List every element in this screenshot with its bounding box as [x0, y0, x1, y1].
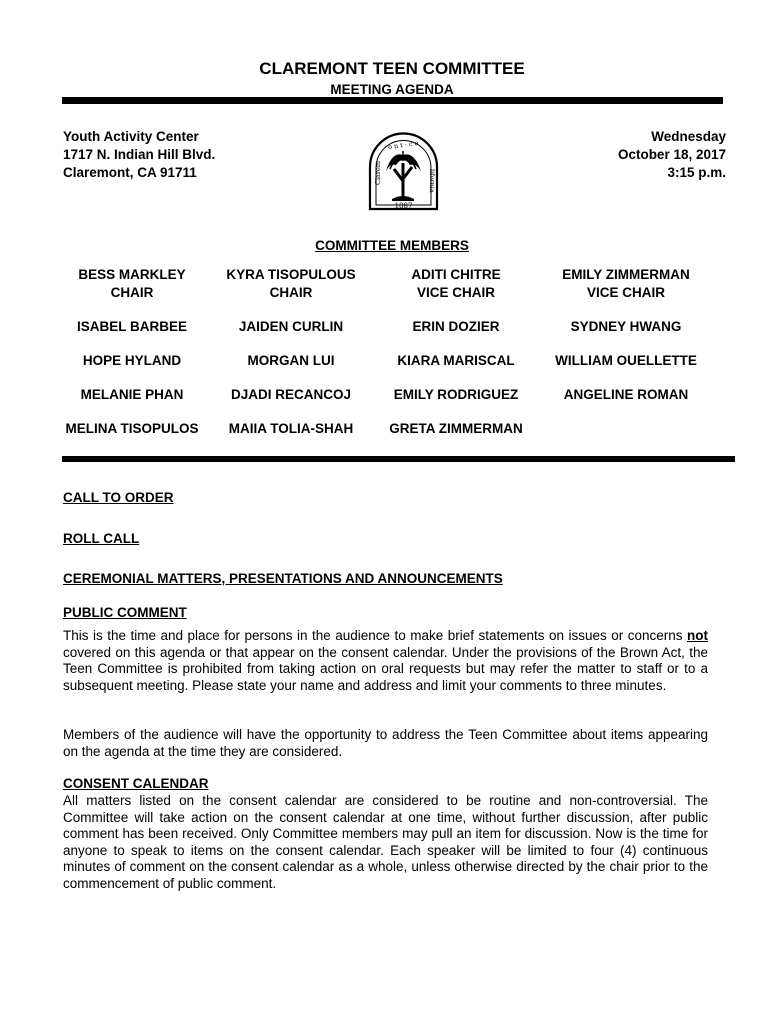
svg-text:o n t · c a: o n t · c a: [387, 138, 419, 152]
member-name: BESS MARKLEY: [78, 267, 186, 282]
location-line-3: Claremont, CA 91711: [63, 165, 197, 180]
member-name: MAIIA TOLIA-SHAH: [228, 421, 354, 436]
location-line-2: 1717 N. Indian Hill Blvd.: [63, 147, 216, 162]
public-comment-paragraph-1: [63, 628, 708, 694]
public-comment-heading: PUBLIC COMMENT: [63, 605, 187, 620]
member-role: VICE CHAIR: [416, 285, 495, 300]
committee-members-heading: COMMITTEE MEMBERS: [315, 238, 469, 253]
public-comment-paragraph-2: Members of the audience will have the opportunity to address the Teen Committee about items appearing on the agenda at the time they are considered.: [63, 727, 708, 759]
ceremonial-heading: CEREMONIAL MATTERS, PRESENTATIONS AND ANNOUNCEMENTS: [63, 571, 503, 586]
member-role: CHAIR: [110, 285, 154, 300]
member-name: WILLIAM OUELLETTE: [555, 353, 697, 368]
section-rule: [62, 456, 735, 462]
public-comment-text-cont: covered on this agenda or that appear on the consent calendar. Under the provisions of the Brown Act, the Teen Committee is prohibited from taking action on oral requests but may refer the matter to staff or to a subsequent meeting. Please state your name and address and limit your comments to three minutes.: [63, 644, 708, 693]
member-cell: [211, 266, 371, 302]
member-name: MELINA TISOPULOS: [65, 421, 199, 436]
member-name: JAIDEN CURLIN: [238, 319, 344, 334]
member-name: MELANIE PHAN: [80, 387, 184, 402]
document-subtitle: MEETING AGENDA: [330, 82, 454, 97]
location-block: [63, 128, 215, 182]
meeting-date: October 18, 2017: [617, 147, 726, 162]
member-role: VICE CHAIR: [586, 285, 665, 300]
meeting-time: 3:15 p.m.: [667, 165, 726, 180]
member-name: GRETA ZIMMERMAN: [389, 421, 523, 436]
member-name: ISABEL BARBEE: [76, 319, 188, 334]
svg-text:Clarem: Clarem: [374, 160, 382, 185]
member-name: HOPE HYLAND: [82, 353, 182, 368]
member-name: KIARA MARISCAL: [397, 353, 515, 368]
member-name: KYRA TISOPULOUS: [226, 267, 356, 282]
city-seal-logo: [366, 129, 441, 213]
location-line-1: Youth Activity Center: [63, 129, 199, 144]
roll-call-heading: ROLL CALL: [63, 531, 140, 546]
meeting-day: Wednesday: [651, 129, 726, 144]
header-rule: [62, 97, 723, 104]
member-name: ANGELINE ROMAN: [563, 387, 689, 402]
member-name: ERIN DOZIER: [412, 319, 500, 334]
member-name: SYDNEY HWANG: [570, 319, 682, 334]
document-title: CLAREMONT TEEN COMMITTEE: [259, 59, 525, 78]
consent-calendar-paragraph: All matters listed on the consent calendar are considered to be routine and non-controversial. The Committee will take action on the consent calendar at one time, without further discussion, after public comment has been received. Only Committee members may pull an item for discussion. Now is the time for anyone to speak to items on the consent calendar. Each speaker will be limited to four (4) continuous minutes of comment on the consent calendar as a whole, unless otherwise directed by the chair prior to the commencement of public comment.: [63, 793, 708, 891]
member-name: DJADI RECANCOJ: [230, 387, 352, 402]
svg-text:lifornia: lifornia: [428, 169, 436, 193]
consent-calendar-heading: CONSENT CALENDAR: [63, 776, 209, 791]
member-name: EMILY RODRIGUEZ: [393, 387, 519, 402]
seal-year: 1887: [394, 202, 413, 210]
member-cell: [376, 266, 536, 302]
member-name: ADITI CHITRE: [411, 267, 501, 282]
public-comment-text: This is the time and place for persons in the audience to make brief statements on issues or concerns: [63, 628, 687, 643]
member-role: CHAIR: [269, 285, 313, 300]
member-cell: [546, 266, 706, 302]
meeting-datetime-block: [618, 128, 726, 182]
member-name: MORGAN LUI: [247, 353, 335, 368]
emphasis-not: not: [687, 628, 708, 643]
member-name: EMILY ZIMMERMAN: [562, 267, 690, 282]
member-cell: [52, 266, 212, 302]
call-to-order-heading: CALL TO ORDER: [63, 490, 174, 505]
